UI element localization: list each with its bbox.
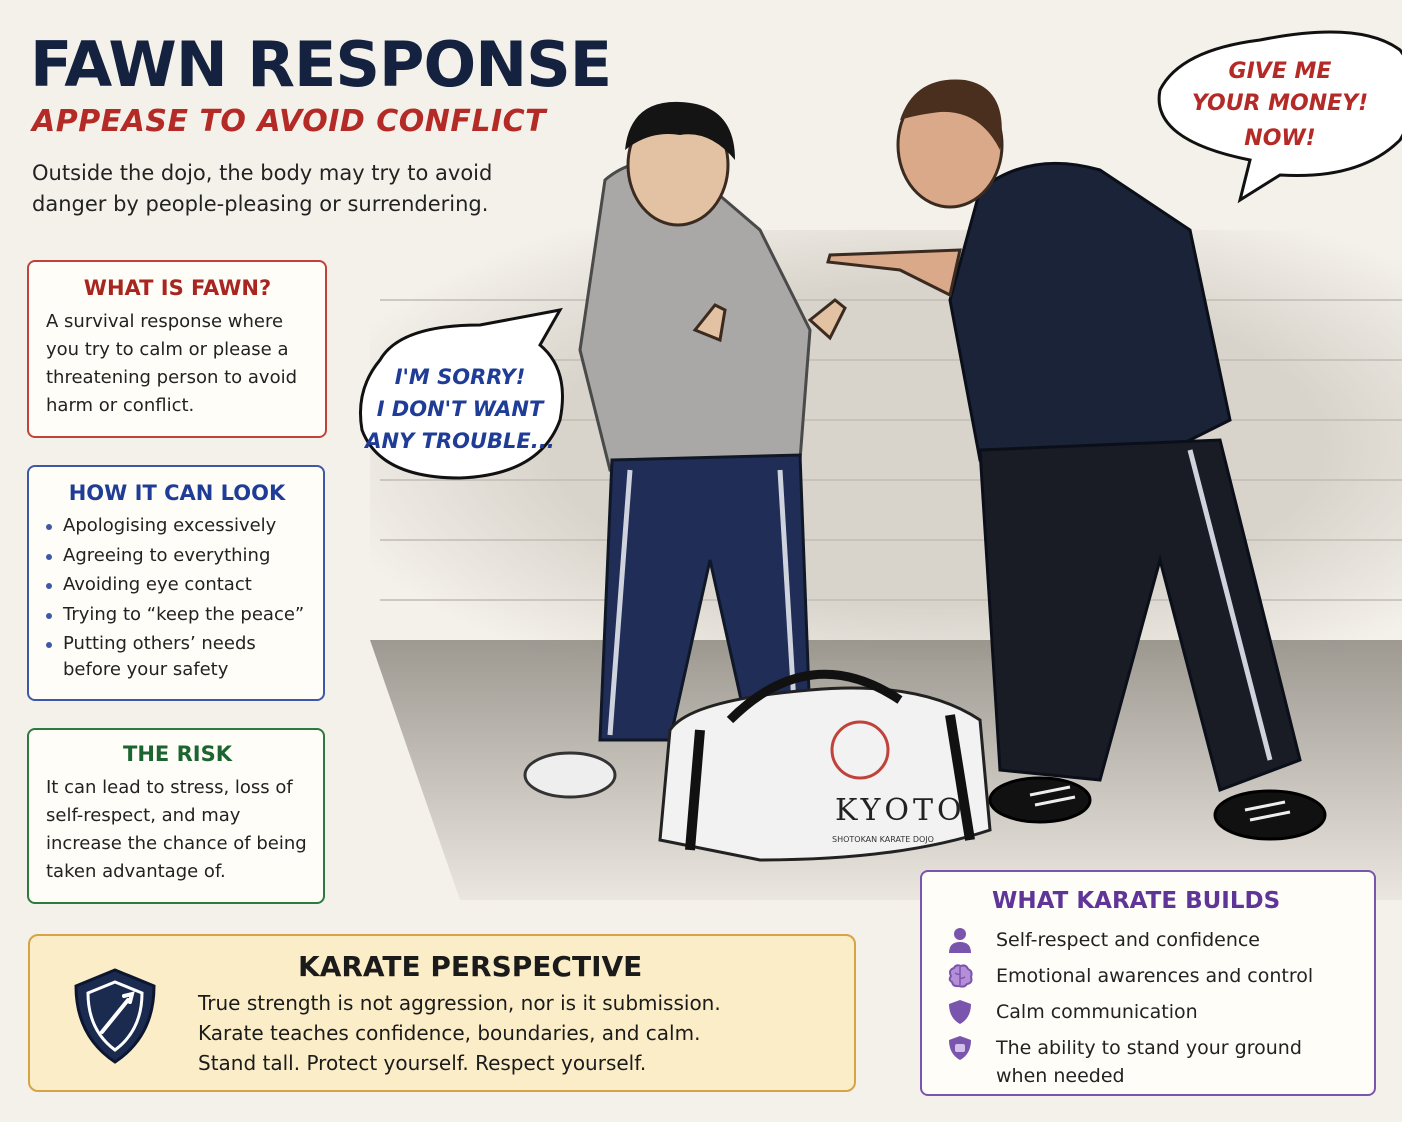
person-icon — [946, 926, 974, 954]
list-item: Putting others’ needs before your safety — [43, 631, 311, 683]
how-it-can-look-card — [27, 465, 325, 701]
karate-perspective-body — [198, 988, 838, 1078]
karate-line-2: Karate teaches confidence, boundaries, and calm. — [198, 1021, 701, 1045]
build-item-label: Calm communication — [996, 1001, 1198, 1023]
the-risk-body: It can lead to stress, loss of self-respect, and may increase the chance of being taken advantage of. — [46, 777, 307, 882]
how-it-can-look-list — [43, 513, 311, 683]
list-item — [946, 926, 1354, 954]
karate-perspective-card — [28, 934, 856, 1092]
shield-icon — [72, 966, 158, 1066]
what-is-fawn-card — [27, 260, 327, 438]
what-is-fawn-title: WHAT IS FAWN? — [83, 276, 272, 300]
what-karate-builds-title: WHAT KARATE BUILDS — [992, 888, 1281, 914]
karate-line-3: Stand tall. Protect yourself. Respect yourself. — [198, 1051, 647, 1075]
build-item-label: Emotional awarences and control — [996, 965, 1314, 987]
shield-icon — [946, 998, 974, 1026]
fist-shield-icon — [946, 1034, 974, 1062]
list-item: Apologising excessively — [43, 513, 311, 539]
list-item: Avoiding eye contact — [43, 572, 311, 598]
list-item — [946, 998, 1354, 1026]
victim-speech-line-3: ANY TROUBLE... — [365, 429, 555, 453]
list-item — [946, 962, 1354, 990]
bully-speech-line-3: NOW! — [1244, 126, 1316, 151]
build-item-label: The ability to stand your ground when needed — [996, 1037, 1302, 1087]
list-item — [946, 1034, 1354, 1090]
how-it-can-look-title: HOW IT CAN LOOK — [68, 481, 286, 505]
page-title: FAWN RESPONSE — [30, 28, 612, 101]
illustration-scene — [340, 0, 1402, 900]
the-risk-card — [27, 728, 325, 904]
brain-icon — [946, 962, 974, 990]
intro-text: Outside the dojo, the body may try to avoid danger by people-pleasing or surrendering. — [32, 161, 493, 216]
bag-subtitle: SHOTOKAN KARATE DOJO — [832, 835, 934, 844]
bully-speech-bubble — [1159, 32, 1402, 200]
victim-speech-line-2: I DON'T WANT — [376, 397, 544, 421]
the-risk-title: THE RISK — [123, 742, 232, 766]
bully-speech-line-1: GIVE ME — [1228, 59, 1332, 84]
karate-perspective-title: KARATE PERSPECTIVE — [298, 950, 643, 983]
victim-speech-line-1: I'M SORRY! — [394, 365, 526, 389]
page-subtitle: APPEASE TO AVOID CONFLICT — [32, 104, 547, 139]
what-is-fawn-body: A survival response where you try to calm or please a threatening person to avoid harm or conflict. — [46, 311, 298, 416]
build-item-label: Self-respect and confidence — [996, 929, 1260, 951]
list-item: Trying to “keep the peace” — [43, 602, 311, 628]
list-item: Agreeing to everything — [43, 543, 311, 569]
karate-line-1: True strength is not aggression, nor is it submission. — [198, 991, 721, 1015]
what-karate-builds-card — [920, 870, 1376, 1096]
bully-speech-line-2: YOUR MONEY! — [1191, 91, 1369, 116]
bag-brand: KYOTO — [835, 793, 966, 828]
